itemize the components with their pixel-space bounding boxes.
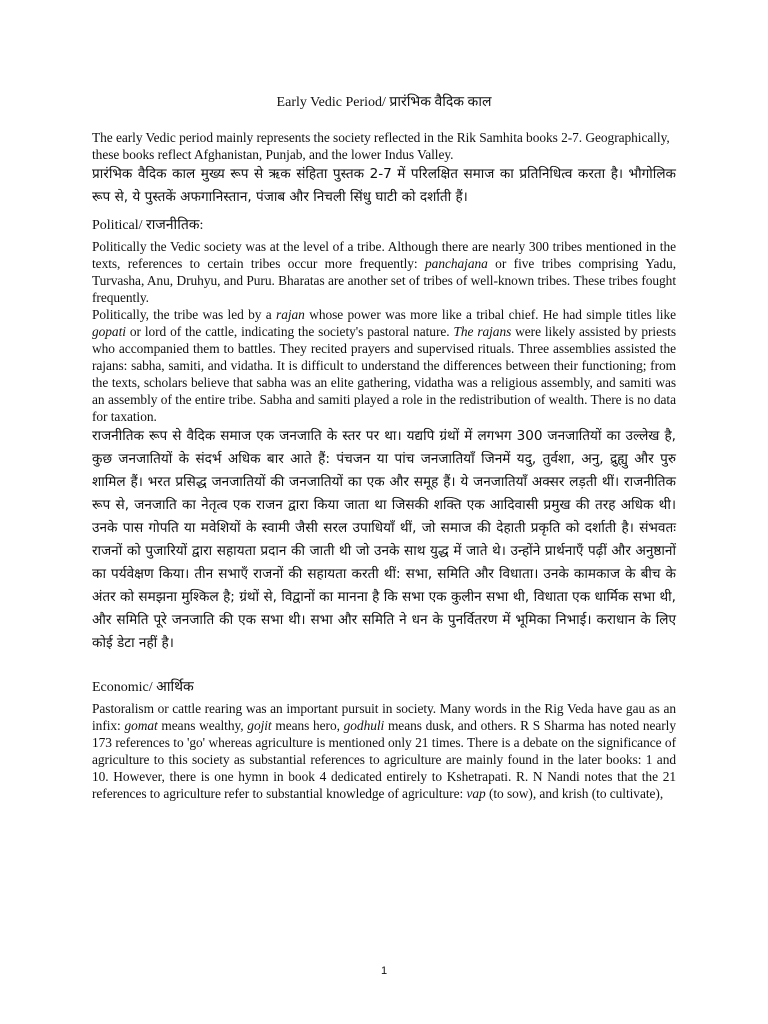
page-content xyxy=(92,92,676,802)
political-paragraph-2: Politically, the tribe was led by a rajan whose power was more like a tribal chief. He had simple titles like gopati or lord of the cattle, indicating the society's pastoral nature. The rajans were likely assisted by priests who accompanied them to battles. They recited prayers and supervised rituals. Three assemblies assisted the rajans: sabha, samiti, and vidatha. It is difficult to understand the differences between their functioning; from the texts, scholars believe that sabha was an elite gathering, vidatha was a religious assembly, and samiti was an assembly of the entire tribe. Sabha and samiti played a role in the redistribution of wealth. There is no data for taxation. xyxy=(92,307,676,424)
political-paragraph-1: Politically the Vedic society was at the level of a tribe. Although there are nearly 300 tribes mentioned in the texts, references to certain tribes occur more frequently: panchajana or five tribes comprising Yadu, Turvasha, Anu, Druhyu, and Puru. Bharatas are another set of tribes of well-known tribes. These tribes fought frequently. xyxy=(92,239,676,305)
economic-paragraph-1: Pastoralism or cattle rearing was an important pursuit in society. Many words in the Rig Veda have gau as an infix: gomat means wealthy, gojit means hero, godhuli means dusk, and others. R S Sharma has noted nearly 173 references to 'go' whereas agriculture is mentioned only 21 times. There is a debate on the significance of agriculture to this society as substantial references to agriculture are mainly found in the later books: 1 and 10. However, there is one hymn in book 4 dedicated entirely to Kshetrapati. R. N Nandi notes that the 21 references to agriculture refer to substantial knowledge of agriculture: vap (to sow), and krish (to cultivate), xyxy=(92,701,676,801)
section-heading-political: Political/ राजनीतिक: xyxy=(92,218,204,233)
intro-paragraph-english: The early Vedic period mainly represents the society reflected in the Rik Samhita books 2-7. Geographically, these books reflect Afghanistan, Punjab, and the lower Indus Valley. xyxy=(92,130,670,162)
page-title: Early Vedic Period/ प्रारंभिक वैदिक काल xyxy=(276,95,492,110)
page-number: 1 xyxy=(380,965,388,977)
political-paragraph-hindi: राजनीतिक रूप से वैदिक समाज एक जनजाति के स्तर पर था। यद्यपि ग्रंथों में लगभग 300 जनजातियों का उल्लेख है, कुछ जनजातियों के संदर्भ अधिक बार आते हैं: पंचजन या पांच जनजातियाँ जिनमें यदु, तुर्वशा, अनु, द्रुह्यु और पुरु शामिल हैं। भरत प्रसिद्ध जनजातियों की जनजातियों का एक और समूह हैं। ये जनजातियाँ अक्सर लड़ती थीं। राजनीतिक रूप से, जनजाति का नेतृत्व एक राजन द्वारा किया जाता था जिसकी शक्ति एक आदिवासी प्रमुख की तरह अधिक थी। उनके पास गोपति या मवेशियों के स्वामी जैसी सरल उपाधियाँ थीं, जो समाज की देहाती प्रकृति को दर्शाती है। संभवतः राजनों को पुजारियों द्वारा सहायता प्रदान की जाती थी जो उनके साथ युद्ध में जाते थे। उन्होंने प्रार्थनाएँ पढ़ीं और अनुष्ठानों का पर्यवेक्षण किया। तीन सभाएँ राजनों की सहायता करती थीं: सभा, समिति और विधाता। उनके कामकाज के बीच के अंतर को समझना मुश्किल है; ग्रंथों से, विद्वानों का मानना है कि सभा एक कुलीन सभा थी, विधाता एक धार्मिक सभा थी, और समिति पूरे जनजाति की एक सभा थी। सभा और समिति ने धन के पुनर्वितरण में भूमिका निभाई। कराधान के लिए कोई डेटा नहीं है। xyxy=(92,428,676,651)
intro-paragraph-hindi: प्रारंभिक वैदिक काल मुख्य रूप से ऋक संहिता पुस्तक 2-7 में परिलक्षित समाज का प्रतिनिधित्व करता है। भौगोलिक रूप से, ये पुस्तकें अफगानिस्तान, पंजाब और निचली सिंधु घाटी को दर्शाती हैं। xyxy=(92,166,676,205)
section-heading-economic: Economic/ आर्थिक xyxy=(92,680,194,695)
